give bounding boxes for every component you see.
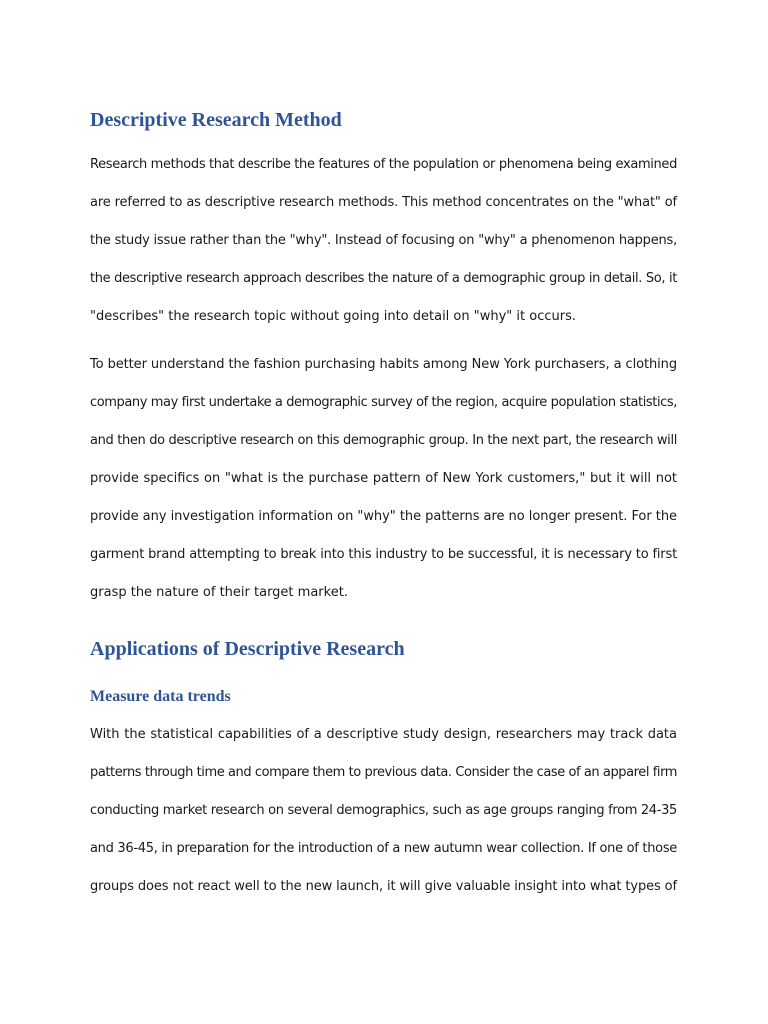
text-line: "describes" the research topic without going into detail on "why" it occurs. bbox=[90, 309, 576, 324]
text-line: company may first undertake a demographic survey of the region, acquire population statistics, bbox=[90, 395, 677, 410]
text-line: provide specifics on "what is the purchase pattern of New York customers," but it will not bbox=[90, 471, 677, 486]
text-line: the descriptive research approach describes the nature of a demographic group in detail. So, it bbox=[90, 271, 677, 286]
text-line: grasp the nature of their target market. bbox=[90, 585, 348, 600]
text-line: and then do descriptive research on this demographic group. In the next part, the research will bbox=[90, 433, 677, 448]
text-line: groups does not react well to the new launch, it will give valuable insight into what types of bbox=[90, 879, 677, 894]
subheading-measure-data-trends: Measure data trends bbox=[90, 688, 231, 705]
text-line: provide any investigation information on "why" the patterns are no longer present. For the bbox=[90, 509, 678, 524]
text-line: and 36-45, in preparation for the introduction of a new autumn wear collection. If one of those bbox=[90, 841, 678, 856]
text-line: patterns through time and compare them to previous data. Consider the case of an apparel firm bbox=[90, 765, 677, 780]
text-line: garment brand attempting to break into this industry to be successful, it is necessary to first bbox=[90, 547, 677, 562]
section-heading-descriptive-research-method: Descriptive Research Method bbox=[90, 109, 342, 131]
text-line: Research methods that describe the features of the population or phenomena being examined bbox=[90, 157, 677, 172]
text-line: the study issue rather than the "why". Instead of focusing on "why" a phenomenon happens, bbox=[90, 233, 677, 248]
text-line: With the statistical capabilities of a descriptive study design, researchers may track data bbox=[90, 727, 677, 742]
text-line: are referred to as descriptive research methods. This method concentrates on the "what" of bbox=[90, 195, 677, 210]
text-line: conducting market research on several demographics, such as age groups ranging from 24-35 bbox=[90, 803, 677, 818]
text-line: To better understand the fashion purchasing habits among New York purchasers, a clothing bbox=[90, 357, 677, 372]
section-heading-applications: Applications of Descriptive Research bbox=[90, 638, 405, 660]
